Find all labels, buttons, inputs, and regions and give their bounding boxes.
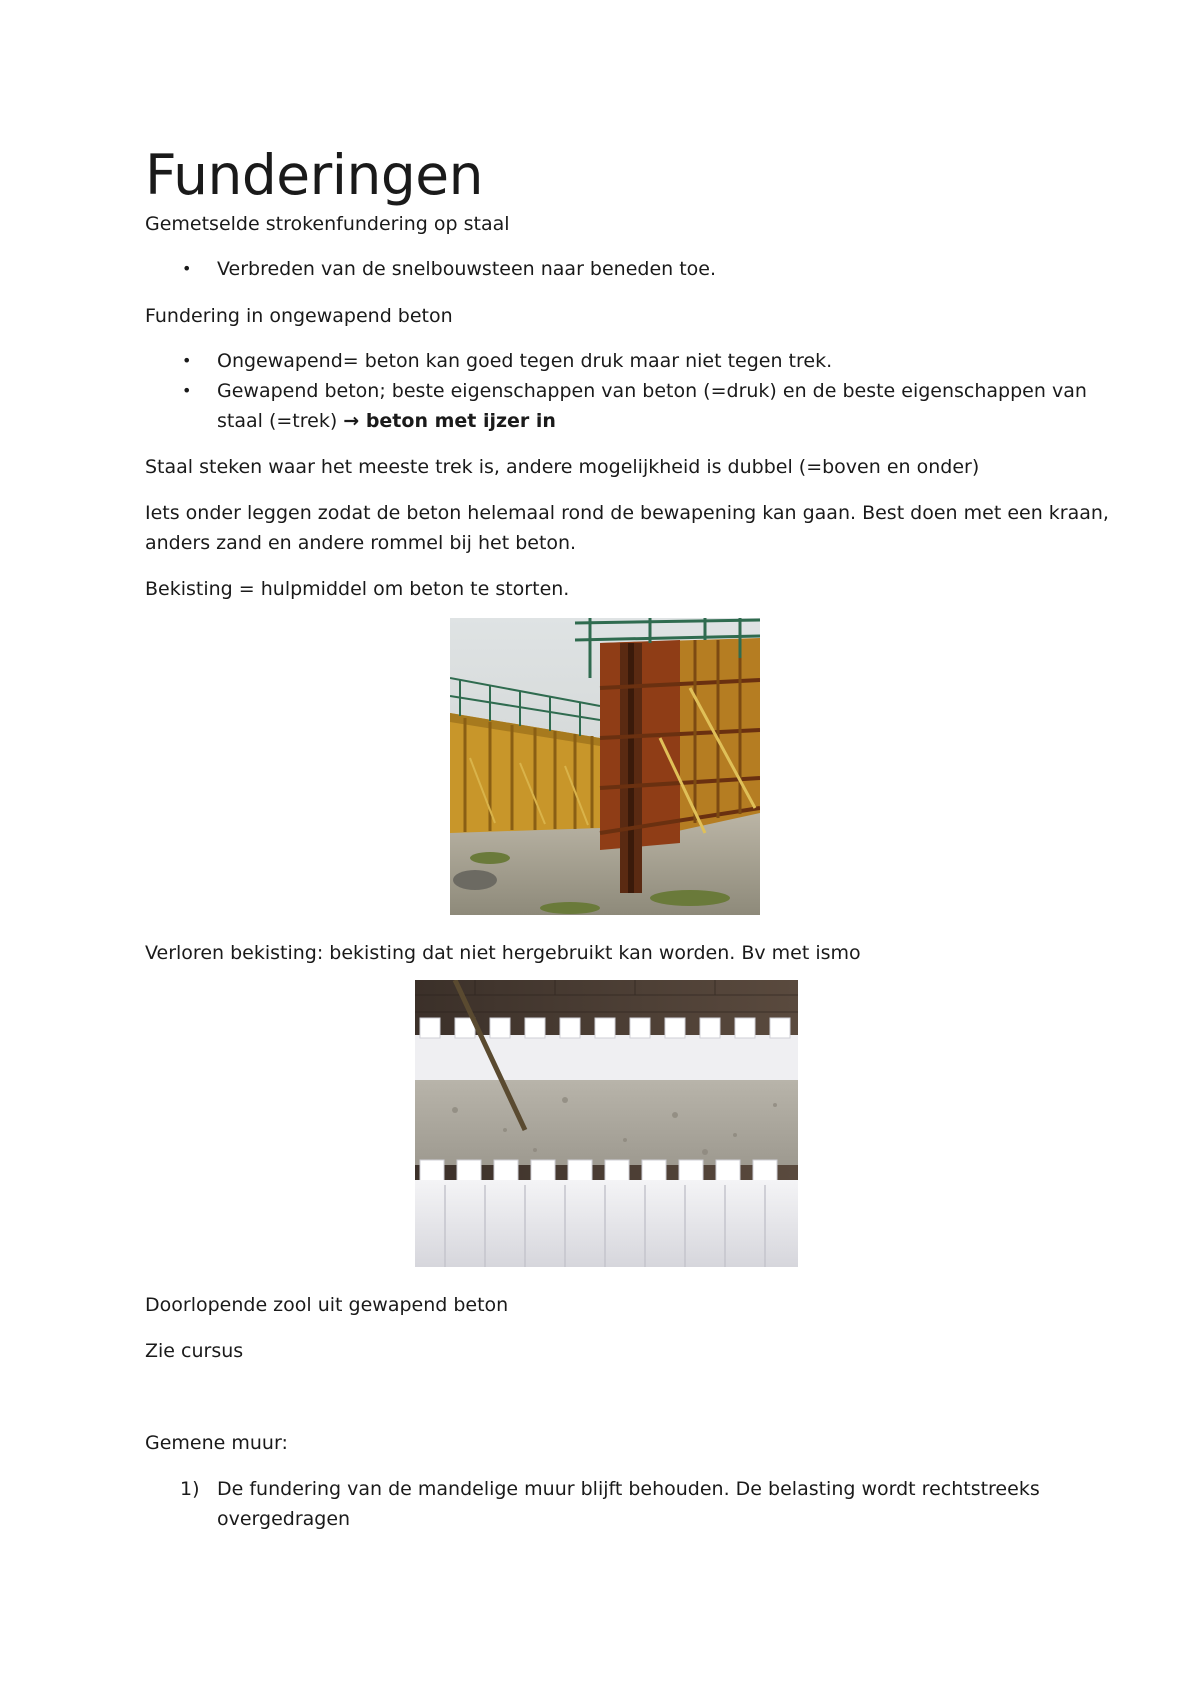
bullet-item-gewapend-line1: Gewapend beton; beste eigenschappen van beton (=druk) en de beste eigenschappen van bbox=[217, 380, 1087, 402]
page-title: Funderingen bbox=[145, 143, 483, 207]
bullet-item-gewapend-line2 bbox=[217, 406, 556, 436]
arrow-right-icon: → bbox=[343, 410, 360, 432]
list-number: 1) bbox=[180, 1478, 200, 1500]
list-item-fundering-line1: De fundering van de mandelige muur blijft behouden. De belasting wordt rechtstreeks bbox=[217, 1478, 1040, 1500]
section-heading-ongewapend: Fundering in ongewapend beton bbox=[145, 305, 453, 327]
bullet-item-verbreden: Verbreden van de snelbouwsteen naar beneden toe. bbox=[217, 258, 717, 280]
document-page bbox=[145, 0, 1109, 1698]
paragraph-gemene-muur: Gemene muur: bbox=[145, 1432, 288, 1454]
bullet-item-ongewapend: Ongewapend= beton kan goed tegen druk maar niet tegen trek. bbox=[217, 350, 833, 372]
paragraph-bekisting: Bekisting = hulpmiddel om beton te storten. bbox=[145, 578, 570, 600]
paragraph-staal-steken: Staal steken waar het meeste trek is, andere mogelijkheid is dubbel (=boven en onder) bbox=[145, 456, 980, 478]
lost-formwork-photo bbox=[415, 980, 798, 1267]
paragraph-verloren-bekisting: Verloren bekisting: bekisting dat niet hergebruikt kan worden. Bv met ismo bbox=[145, 942, 861, 964]
section-heading-strokenfundering: Gemetselde strokenfundering op staal bbox=[145, 213, 510, 235]
paragraph-iets-onder-line2: anders zand en andere rommel bij het beton. bbox=[145, 532, 577, 554]
bullet-glyph: • bbox=[182, 351, 192, 370]
gewapend-staal-text: staal (=trek) bbox=[217, 410, 344, 432]
paragraph-doorlopende-zool: Doorlopende zool uit gewapend beton bbox=[145, 1294, 509, 1316]
gewapend-bold-text: beton met ijzer in bbox=[359, 410, 556, 432]
bullet-glyph: • bbox=[182, 381, 192, 400]
paragraph-zie-cursus: Zie cursus bbox=[145, 1340, 244, 1362]
list-item-fundering-line2: overgedragen bbox=[217, 1508, 351, 1530]
formwork-photo bbox=[450, 618, 760, 915]
bullet-glyph: • bbox=[182, 259, 192, 278]
paragraph-iets-onder-line1: Iets onder leggen zodat de beton helemaal rond de bewapening kan gaan. Best doen met een kraan, bbox=[145, 502, 1109, 524]
